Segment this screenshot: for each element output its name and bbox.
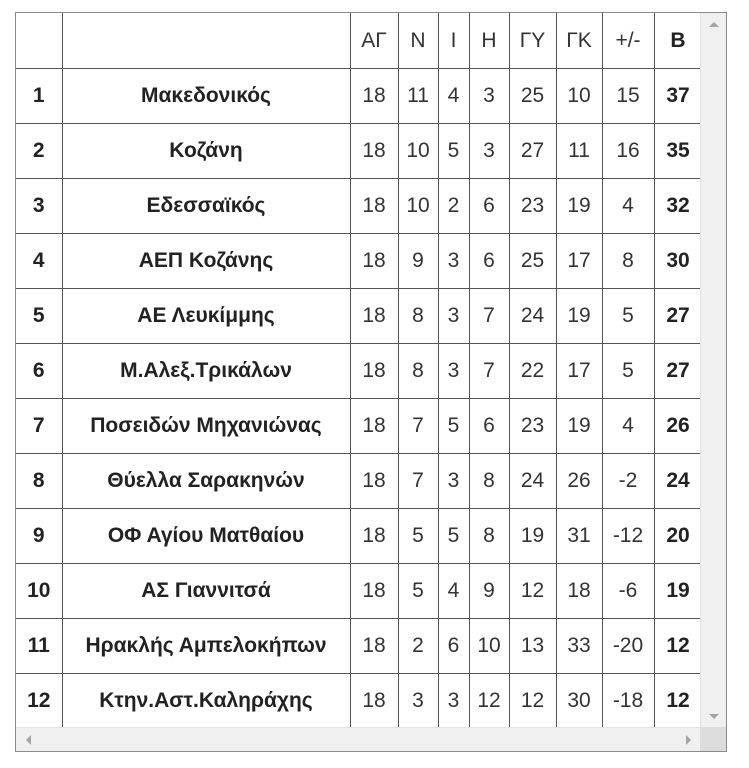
cell-wins: 8: [398, 289, 438, 344]
cell-points: 27: [654, 344, 701, 399]
cell-played: 18: [350, 564, 398, 619]
header-rank: [16, 13, 62, 69]
cell-goals-for: 24: [509, 289, 556, 344]
cell-played: 18: [350, 69, 398, 124]
cell-losses: 8: [469, 509, 509, 564]
cell-team: ΑΕΠ Κοζάνης: [62, 234, 350, 289]
cell-rank: 6: [16, 344, 62, 399]
horizontal-scrollbar[interactable]: [16, 727, 701, 751]
header-goals-for: ΓΥ: [509, 13, 556, 69]
cell-goal-diff: 4: [602, 399, 654, 454]
header-points: Β: [654, 13, 701, 69]
cell-goal-diff: 8: [602, 234, 654, 289]
arrow-left-icon[interactable]: [26, 735, 31, 745]
cell-goals-against: 31: [556, 509, 602, 564]
cell-played: 18: [350, 399, 398, 454]
cell-losses: 12: [469, 674, 509, 729]
arrow-right-icon[interactable]: [686, 735, 691, 745]
cell-wins: 10: [398, 124, 438, 179]
standings-table: [16, 13, 701, 728]
cell-played: 18: [350, 509, 398, 564]
cell-goals-against: 19: [556, 179, 602, 234]
cell-rank: 5: [16, 289, 62, 344]
header-played: ΑΓ: [350, 13, 398, 69]
cell-goal-diff: 5: [602, 344, 654, 399]
cell-draws: 3: [438, 344, 469, 399]
cell-points: 30: [654, 234, 701, 289]
cell-draws: 2: [438, 179, 469, 234]
cell-draws: 6: [438, 619, 469, 674]
table-row: [16, 69, 701, 124]
cell-goals-for: 12: [509, 674, 556, 729]
cell-played: 18: [350, 179, 398, 234]
header-row: [16, 13, 701, 69]
cell-losses: 3: [469, 124, 509, 179]
header-team: [62, 13, 350, 69]
cell-rank: 7: [16, 399, 62, 454]
cell-goals-for: 24: [509, 454, 556, 509]
cell-draws: 4: [438, 564, 469, 619]
cell-goals-against: 19: [556, 289, 602, 344]
cell-wins: 11: [398, 69, 438, 124]
scrollbar-corner: [700, 727, 726, 751]
cell-team: ΑΣ Γιαννιτσά: [62, 564, 350, 619]
cell-team: Κοζάνη: [62, 124, 350, 179]
cell-wins: 5: [398, 509, 438, 564]
cell-goals-for: 22: [509, 344, 556, 399]
cell-team: Ποσειδών Μηχανιώνας: [62, 399, 350, 454]
cell-points: 37: [654, 69, 701, 124]
cell-team: ΑΕ Λευκίμμης: [62, 289, 350, 344]
cell-losses: 3: [469, 69, 509, 124]
table-row: [16, 619, 701, 674]
cell-rank: 9: [16, 509, 62, 564]
cell-team: Κτην.Αστ.Καληράχης: [62, 674, 350, 729]
cell-played: 18: [350, 124, 398, 179]
table-row: [16, 564, 701, 619]
cell-wins: 8: [398, 344, 438, 399]
cell-wins: 10: [398, 179, 438, 234]
cell-losses: 6: [469, 179, 509, 234]
vertical-scrollbar[interactable]: [700, 13, 726, 728]
cell-losses: 7: [469, 344, 509, 399]
arrow-down-icon[interactable]: [709, 714, 719, 719]
cell-rank: 10: [16, 564, 62, 619]
cell-goals-for: 23: [509, 399, 556, 454]
cell-goal-diff: 15: [602, 69, 654, 124]
cell-wins: 9: [398, 234, 438, 289]
cell-goals-for: 25: [509, 234, 556, 289]
cell-draws: 3: [438, 234, 469, 289]
cell-points: 24: [654, 454, 701, 509]
cell-points: 19: [654, 564, 701, 619]
cell-goal-diff: -18: [602, 674, 654, 729]
cell-rank: 11: [16, 619, 62, 674]
cell-goal-diff: 16: [602, 124, 654, 179]
table-row: [16, 289, 701, 344]
cell-goals-against: 26: [556, 454, 602, 509]
cell-goals-against: 11: [556, 124, 602, 179]
table-row: [16, 234, 701, 289]
cell-goal-diff: 4: [602, 179, 654, 234]
cell-played: 18: [350, 454, 398, 509]
header-wins: Ν: [398, 13, 438, 69]
cell-goals-for: 25: [509, 69, 556, 124]
cell-rank: 3: [16, 179, 62, 234]
cell-losses: 8: [469, 454, 509, 509]
cell-goals-against: 30: [556, 674, 602, 729]
cell-goals-for: 27: [509, 124, 556, 179]
cell-points: 12: [654, 674, 701, 729]
cell-losses: 6: [469, 234, 509, 289]
cell-team: ΟΦ Αγίου Ματθαίου: [62, 509, 350, 564]
header-goals-against: ΓΚ: [556, 13, 602, 69]
table-row: [16, 399, 701, 454]
cell-team: Μακεδονικός: [62, 69, 350, 124]
cell-goal-diff: -20: [602, 619, 654, 674]
cell-wins: 7: [398, 399, 438, 454]
cell-wins: 2: [398, 619, 438, 674]
cell-team: Μ.Αλεξ.Τρικάλων: [62, 344, 350, 399]
table-row: [16, 454, 701, 509]
header-draws: Ι: [438, 13, 469, 69]
cell-rank: 8: [16, 454, 62, 509]
cell-goals-against: 10: [556, 69, 602, 124]
cell-wins: 3: [398, 674, 438, 729]
cell-goal-diff: -12: [602, 509, 654, 564]
arrow-up-icon[interactable]: [709, 22, 719, 27]
header-goal-diff: +/-: [602, 13, 654, 69]
cell-losses: 6: [469, 399, 509, 454]
cell-rank: 12: [16, 674, 62, 729]
cell-goals-against: 19: [556, 399, 602, 454]
cell-goals-for: 19: [509, 509, 556, 564]
cell-rank: 1: [16, 69, 62, 124]
standings-frame: [15, 12, 727, 752]
cell-draws: 3: [438, 454, 469, 509]
cell-goals-against: 18: [556, 564, 602, 619]
cell-points: 26: [654, 399, 701, 454]
cell-draws: 5: [438, 124, 469, 179]
table-row: [16, 124, 701, 179]
table-scroll-area[interactable]: [16, 13, 701, 728]
cell-team: Ηρακλής Αμπελοκήπων: [62, 619, 350, 674]
cell-points: 20: [654, 509, 701, 564]
cell-goals-against: 17: [556, 344, 602, 399]
cell-wins: 5: [398, 564, 438, 619]
table-row: [16, 674, 701, 729]
cell-draws: 3: [438, 289, 469, 344]
cell-rank: 2: [16, 124, 62, 179]
cell-goals-against: 33: [556, 619, 602, 674]
cell-points: 12: [654, 619, 701, 674]
cell-points: 27: [654, 289, 701, 344]
cell-goals-for: 13: [509, 619, 556, 674]
cell-points: 35: [654, 124, 701, 179]
cell-draws: 5: [438, 399, 469, 454]
table-row: [16, 344, 701, 399]
cell-draws: 5: [438, 509, 469, 564]
cell-goal-diff: 5: [602, 289, 654, 344]
cell-goals-against: 17: [556, 234, 602, 289]
cell-draws: 3: [438, 674, 469, 729]
cell-losses: 10: [469, 619, 509, 674]
cell-goals-for: 12: [509, 564, 556, 619]
cell-played: 18: [350, 344, 398, 399]
cell-played: 18: [350, 234, 398, 289]
cell-goals-for: 23: [509, 179, 556, 234]
cell-losses: 7: [469, 289, 509, 344]
cell-goal-diff: -2: [602, 454, 654, 509]
cell-draws: 4: [438, 69, 469, 124]
table-row: [16, 509, 701, 564]
cell-goal-diff: -6: [602, 564, 654, 619]
cell-losses: 9: [469, 564, 509, 619]
cell-team: Εδεσσαϊκός: [62, 179, 350, 234]
cell-played: 18: [350, 674, 398, 729]
cell-rank: 4: [16, 234, 62, 289]
cell-played: 18: [350, 619, 398, 674]
cell-played: 18: [350, 289, 398, 344]
cell-team: Θύελλα Σαρακηνών: [62, 454, 350, 509]
cell-points: 32: [654, 179, 701, 234]
cell-wins: 7: [398, 454, 438, 509]
table-row: [16, 179, 701, 234]
header-losses: Η: [469, 13, 509, 69]
